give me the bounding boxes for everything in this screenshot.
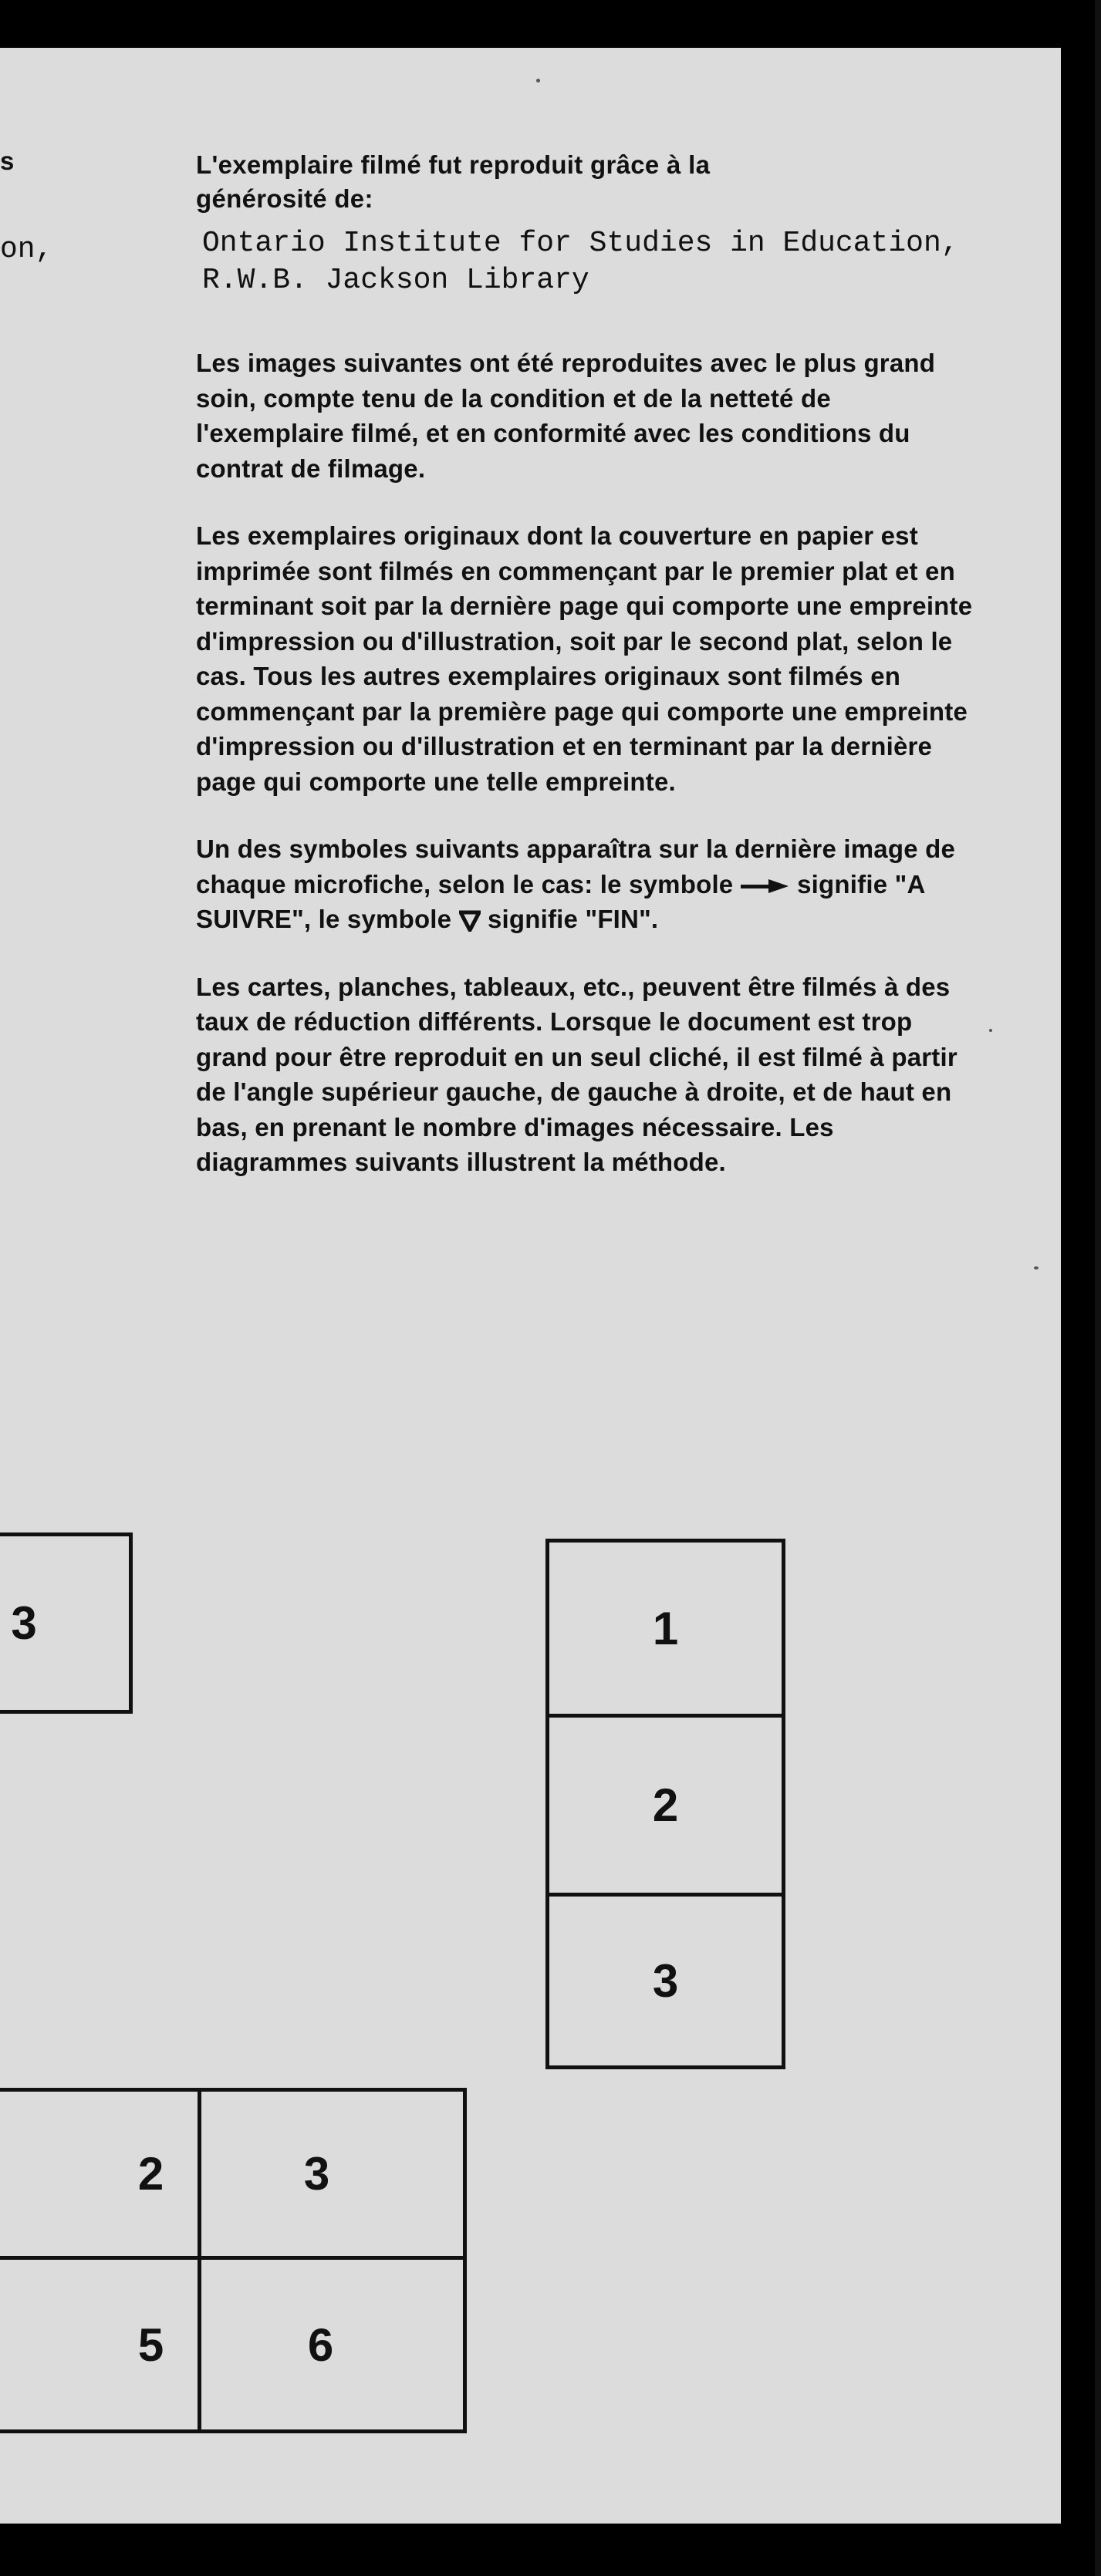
stack-cell-2	[549, 1718, 782, 1893]
diagram-left-box-number: 3	[11, 1597, 37, 1649]
scan-speck	[1034, 1266, 1039, 1269]
left-fragment-2: on,	[0, 233, 53, 266]
paragraph-care: Les images suivantes ont été reproduites avec le plus grand soin, compte tenu de la condition et de la netteté de l'exemplaire filmé, et en conformité avec les conditions du contrat de filmage.	[196, 349, 936, 483]
grid-cell-2	[0, 2092, 198, 2256]
institution-name: Ontario Institute for Studies in Education, R.W.B. Jackson Library	[202, 227, 959, 297]
paragraph-method: Les cartes, planches, tableaux, etc., peuvent être filmés à des taux de réduction différents. Lorsque le document est trop grand pour être reproduit en un seul cliché, il est filmé à partir de l'angle supérieur gauche, de gauche à droite, et de haut en bas, en prenant le nombre d'images nécessaire. Les diagrammes suivants illustrent la méthode.	[196, 972, 957, 1176]
grid-cell-2-number: 2	[137, 2148, 164, 2200]
grid-cell-6-number: 6	[307, 2318, 334, 2371]
down-triangle-icon	[459, 910, 481, 932]
grid-cell-5	[0, 2260, 198, 2429]
notice-text-column	[196, 148, 983, 1180]
grid-cell-3	[201, 2092, 463, 2256]
scanned-page	[0, 48, 1061, 2524]
symbols-text-2: signifie "A SUIVRE", le symbole	[196, 869, 925, 933]
acknowledgement-heading: L'exemplaire filmé fut reproduit grâce à la générosité de:	[196, 150, 711, 213]
stack-cell-3	[549, 1897, 782, 2065]
grid-cell-5-number: 5	[137, 2318, 164, 2371]
stack-cell-2-number: 2	[652, 1779, 679, 1831]
paragraph-originals: Les exemplaires originaux dont la couverture en papier est imprimée sont filmés en commençant par le premier plat et en terminant soit par la dernière page qui comporte une empreinte d'impression ou d'illustration, soit par le second plat, selon le cas. Tous les autres exemplaires originaux sont filmés en commençant par la première page qui comporte une empreinte d'impression ou d'illustration et en terminant par la dernière page qui comporte une telle empreinte.	[196, 521, 973, 796]
diagram-grid	[0, 2088, 467, 2433]
stack-cell-1	[549, 1543, 782, 1714]
stack-cell-1-number: 1	[652, 1602, 679, 1654]
stack-cell-3-number: 3	[652, 1955, 679, 2007]
diagram-vertical-stack	[545, 1539, 785, 2069]
left-fragment-1: s	[0, 147, 15, 175]
paragraph-symbols	[196, 831, 983, 937]
scan-speck	[536, 79, 540, 83]
grid-cell-6	[201, 2260, 463, 2429]
scan-speck	[989, 1029, 992, 1032]
grid-cell-3-number: 3	[303, 2148, 330, 2200]
scan-edge	[1095, 0, 1101, 2576]
symbols-text-3: signifie "FIN".	[487, 905, 659, 933]
symbols-text-1: Un des symboles suivants apparaîtra sur la dernière image de chaque microfiche, selon le cas: le symbole	[196, 835, 956, 899]
diagram-left-box	[0, 1532, 133, 1714]
arrow-right-icon	[741, 878, 790, 894]
